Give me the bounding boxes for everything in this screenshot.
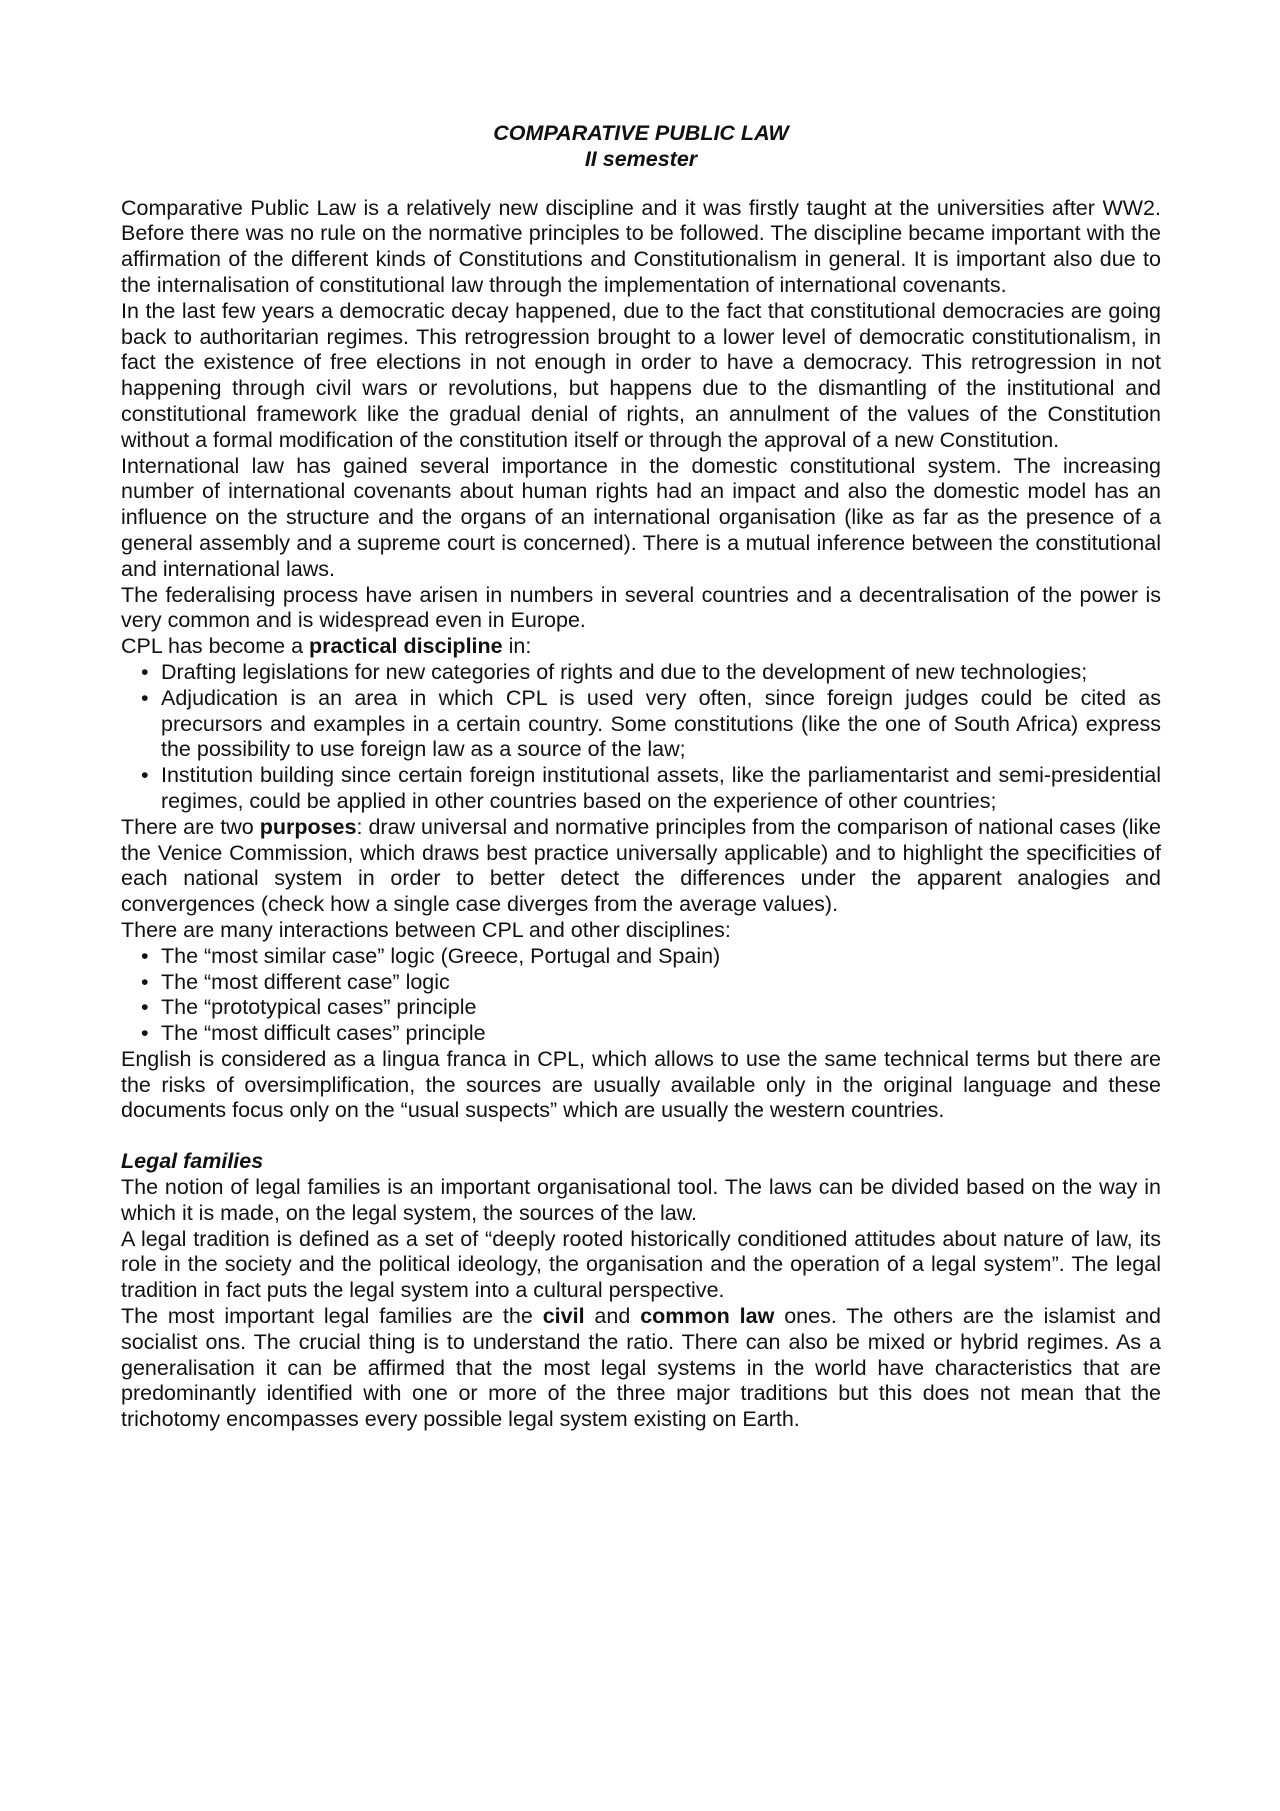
bullet-icon: •: [141, 763, 149, 788]
list-item-text: Drafting legislations for new categories of rights and due to the development of new technologies;: [161, 659, 1088, 684]
purposes-term: purposes: [259, 814, 357, 839]
list-item: [141, 1021, 1161, 1047]
common-law-term: common law: [640, 1304, 775, 1329]
list-item: [141, 995, 1161, 1021]
document-title: COMPARATIVE PUBLIC LAW: [493, 121, 789, 145]
civil-term: civil: [542, 1304, 585, 1329]
list-item-text: The “most similar case” logic (Greece, Portugal and Spain): [161, 943, 721, 968]
intro-paragraph-3: International law has gained several importance in the domestic constitutional system. The increasing number of international covenants about human rights had an impact and also the domestic model has an influence on the structure and the organs of an international organisation (like as far as the presence of a general assembly and a supreme court is concerned). There is a mutual inference between the constitutional and international laws.: [121, 453, 1161, 581]
intro-paragraph-4: The federalising process have arisen in numbers in several countries and a decentralisation of the power is very common and is widespread even in Europe.: [121, 582, 1161, 633]
list-item-text: The “most different case” logic: [161, 969, 450, 994]
document-subtitle: II semester: [584, 146, 698, 171]
practical-pre-text: CPL has become a: [121, 634, 310, 659]
bullet-icon: •: [141, 969, 149, 994]
document-page: [121, 121, 1161, 1433]
purposes-pre-text: There are two: [121, 814, 260, 839]
list-item-text: Adjudication is an area in which CPL is used very often, since foreign judges could be cited as precursors and examples in a certain country. Some constitutions (like the one of South Africa) express the possibility to use foreign law as a source of the law;: [161, 685, 1161, 762]
list-item: [141, 659, 1161, 686]
list-item-text: The “prototypical cases” principle: [161, 995, 477, 1020]
bullet-icon: •: [141, 995, 149, 1020]
list-item: [141, 763, 1161, 815]
bullet-icon: •: [141, 943, 149, 968]
list-item-text: The “most difficult cases” principle: [161, 1021, 486, 1046]
families-post-text: ones. The others are the islamist and socialist ons. The crucial thing is to understand the ratio. There can also be mixed or hybrid regimes. As a generalisation it can be affirmed that the most legal systems in the world have characteristics that are predominantly identified with one or more of the three major traditions but this does not mean that the trichotomy encompasses every possible legal system existing on Earth.: [121, 1304, 1162, 1432]
bullet-icon: •: [141, 659, 149, 684]
legal-families-paragraph-3: [121, 1304, 1161, 1433]
list-item: [141, 943, 1161, 970]
families-and-text: and: [584, 1304, 641, 1329]
practical-post-text: in:: [502, 634, 532, 659]
interactions-intro: There are many interactions between CPL and other disciplines:: [121, 917, 731, 942]
legal-families-paragraph-1: The notion of legal families is an important organisational tool. The laws can be divided based on the way in which it is made, on the legal system, the sources of the law.: [121, 1175, 1161, 1225]
list-item: [141, 969, 1161, 996]
legal-families-paragraph-2: A legal tradition is defined as a set of “deeply rooted historically conditioned attitudes about nature of law, its role in the society and the political ideology, the organisation and the operation of a legal system”. The legal tradition in fact puts the legal system into a cultural perspective.: [121, 1226, 1161, 1303]
intro-paragraph-1: Comparative Public Law is a relatively new discipline and it was firstly taught at the universities after WW2. Before there was no rule on the normative principles to be followed. The discipline became important with the affirmation of the different kinds of Constitutions and Constitutionalism in general. It is important also due to the internalisation of constitutional law through the implementation of international covenants.: [121, 195, 1161, 297]
bullet-icon: •: [141, 685, 149, 710]
english-paragraph: English is considered as a lingua franca in CPL, which allows to use the same technical terms but there are the risks of oversimplification, the sources are usually available only in the original language and these documents focus only on the “usual suspects” which are usually the western countries.: [121, 1046, 1161, 1123]
purposes-post-text: : draw universal and normative principles from the comparison of national cases (like the Venice Commission, which draws best practice universally applicable) and to highlight the specificities of each national system in order to better detect the differences under the apparent analogies and convergences (check how a single case diverges from the average values).: [121, 814, 1162, 917]
legal-families-heading: Legal families: [121, 1149, 264, 1174]
practical-discipline-intro: [121, 634, 1161, 660]
list-item-text: Institution building since certain foreign institutional assets, like the parliamentarist and semi-presidential regimes, could be applied in other countries based on the experience of other countries;: [161, 763, 1161, 813]
purposes-paragraph: [121, 815, 1161, 918]
families-pre-text: The most important legal families are the: [121, 1304, 543, 1329]
interactions-list: [121, 944, 1161, 1047]
list-item: [141, 685, 1161, 763]
practical-discipline-term: practical discipline: [309, 634, 503, 659]
practical-discipline-list: [121, 660, 1161, 815]
bullet-icon: •: [141, 1021, 149, 1046]
intro-paragraph-2: In the last few years a democratic decay happened, due to the fact that constitutional democracies are going back to authoritarian regimes. This retrogression brought to a lower level of democratic constitutionalism, in fact the existence of free elections in not enough in order to have a democracy. This retrogression in not happening through civil wars or revolutions, but happens due to the dismantling of the institutional and constitutional framework like the gradual denial of rights, an annulment of the values of the Constitution without a formal modification of the constitution itself or through the approval of a new Constitution.: [121, 298, 1161, 452]
